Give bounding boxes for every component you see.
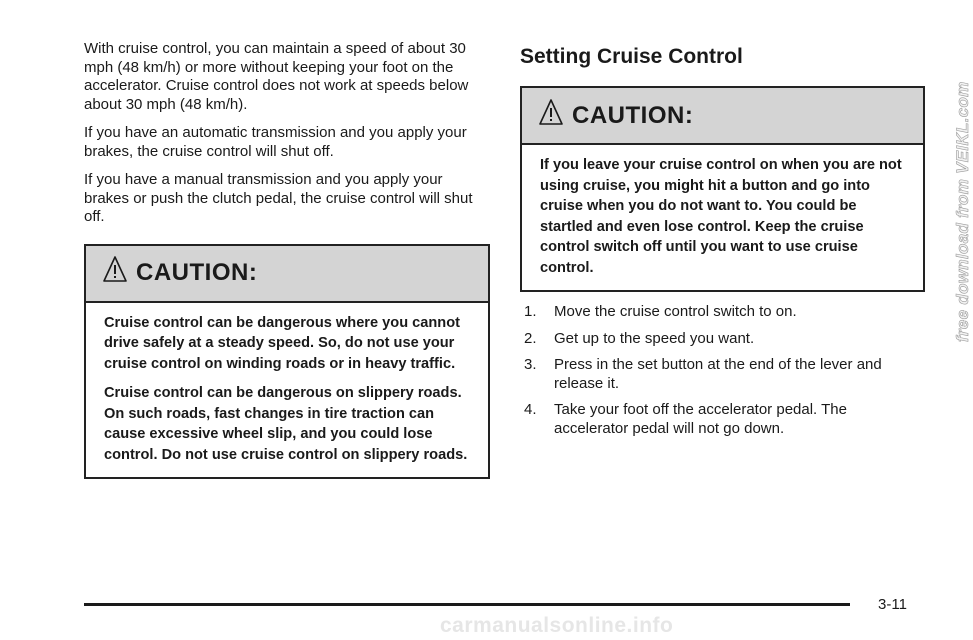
caution-title: CAUTION:: [572, 101, 694, 129]
list-item: [520, 356, 925, 393]
warning-icon: [538, 98, 564, 128]
caution-header: [86, 246, 488, 303]
list-item: [520, 330, 925, 349]
caution-text: Cruise control can be dangerous on slippery roads. On such roads, fast changes in tire traction can cause excessive wheel slip, and you could lose control. Do not use cruise control on slippery roads.: [104, 385, 468, 463]
step-text: Press in the set button at the end of the lever and release it.: [554, 356, 882, 392]
left-column: [84, 40, 490, 479]
caution-body: [86, 303, 488, 478]
footer-rule: [84, 603, 850, 606]
footer-watermark: carmanualsonline.info: [440, 614, 674, 637]
step-number: 4.: [524, 401, 537, 418]
body-paragraph: If you have an automatic transmission and you apply your brakes, the cruise control will shut off.: [84, 124, 467, 160]
caution-title: CAUTION:: [136, 259, 258, 286]
list-item: [520, 303, 925, 322]
caution-header: [522, 88, 923, 145]
page-number: 3-11: [878, 596, 907, 613]
step-number: 3.: [524, 356, 537, 373]
body-paragraph: With cruise control, you can maintain a speed of about 30 mph (48 km/h) or more without keeping your foot on the accelerator. Cruise control does not work at speeds below about 30 mph (48 km/h).: [84, 40, 469, 113]
step-number: 1.: [524, 303, 537, 320]
right-column: [520, 40, 925, 446]
caution-box: [84, 244, 490, 480]
step-text: Take your foot off the accelerator pedal. The accelerator pedal will not go down.: [554, 401, 847, 437]
step-text: Get up to the speed you want.: [554, 329, 755, 347]
section-heading: Setting Cruise Control: [520, 45, 743, 68]
caution-box: [520, 86, 925, 292]
caution-text: Cruise control can be dangerous where you cannot drive safely at a steady speed. So, do not use your cruise control on winding roads or in heavy traffic.: [104, 314, 460, 372]
steps-list: [520, 303, 925, 438]
step-text: Move the cruise control switch to on.: [554, 303, 797, 320]
side-watermark: free download from VEIKL.com: [953, 81, 972, 342]
step-number: 2.: [524, 329, 537, 347]
warning-icon: [102, 255, 128, 285]
caution-body: [522, 145, 923, 290]
caution-text: If you leave your cruise control on when you are not using cruise, you might hit a button and go into cruise when you do not want to. You could be startled and even lose control. Keep the cruise control switch off until you want to use cruise control.: [540, 157, 902, 276]
list-item: [520, 401, 925, 438]
body-paragraph: If you have a manual transmission and you apply your brakes or push the clutch pedal, the cruise control will shut off.: [84, 171, 473, 225]
